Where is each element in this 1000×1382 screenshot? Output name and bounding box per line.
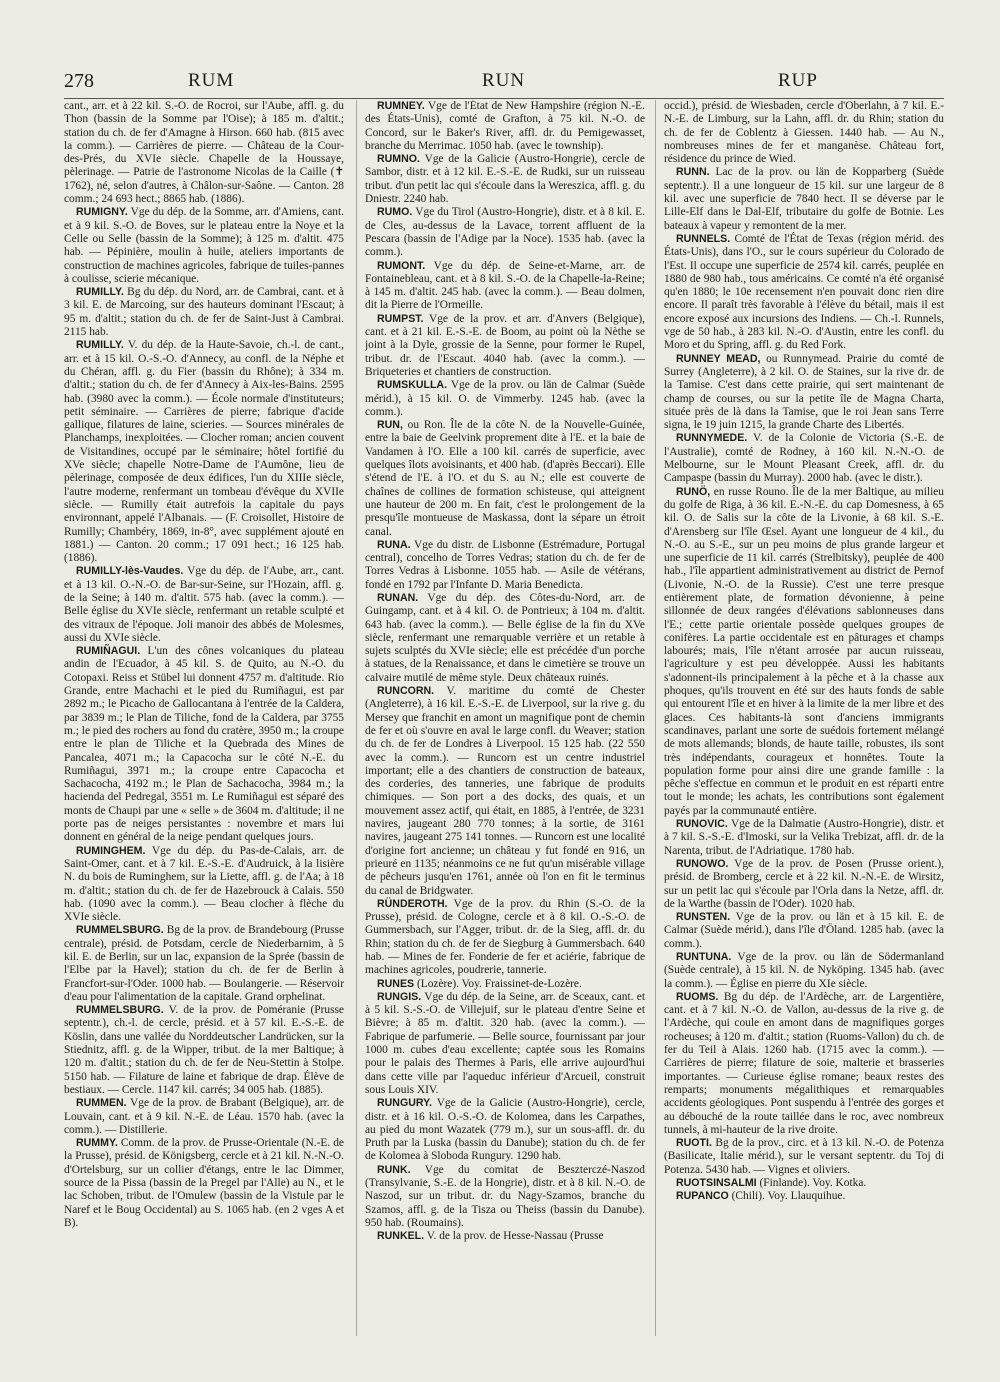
- entry-headword: RUOTSINSALMI: [676, 1177, 757, 1190]
- entry-headword: RUMNO.: [377, 153, 420, 166]
- dictionary-entry: [664, 1137, 944, 1177]
- entry-text: Vge du dép. des Côtes-du-Nord, arr. de Guingamp, cant. et à 4 kil. O. de Pontrieux; à 104 m. d'altit. 643 hab. (avec la comm.). — Belle église de la fin du XVe siècle, renfermant une remarquable verrière et un retable à sujets sculptés du XVIe siècle; elle est précédée d'un porche à statues, de la Renaissance, et dans le cimetière se trouve un calvaire mutilé de même style. Deux châteaux ruinés.: [365, 591, 645, 684]
- entry-text: V. du dép. de la Haute-Savoie, ch.-l. de cant., arr. et à 15 kil. O.-S.-O. d'Annecy, au confl. de la Néphe et du Chéran, affl. g. du Fier (bassin du Rhône); à 334 m. d'altit.; station du ch. de fer d'Annecy à Aix-les-Bains. 2595 hab. (3980 avec la comm.). — École normale d'instituteurs; petit séminaire. — Carrières de pierre; fabrique d'acide gallique, filatures de laine, scieries. — Sources minérales de Planchamps, inexploitées. — Clocher roman; ancien couvent de Visitandines, occupé par le séminaire; hôtel fortifié du XVe siècle; chapelle Notre-Dame de l'Aumône, lieu de pèlerinage, composée de deux édifices, l'un du XIIIe siècle, l'autre moderne, renfermant un tombeau d'évêque du XVIIe siècle. — Rumilly était autrefois la capitale du pays environnant, appelé l'Albanais. — (F. Croisollet, Histoire de Rumilly; Chambéry, 1869, in-8°, avec supplément ajouté en 1881.) — Canton. 20 comm.; 17 091 hect.; 16 125 hab. (1886).: [64, 339, 344, 565]
- entry-headword: RÜNDEROTH.: [377, 897, 448, 910]
- dictionary-entry: [64, 1137, 344, 1230]
- entry-text: ou Ron. Île de la côte N. de la Nouvelle-Guinée, entre la baie de Geelvink proprement dite à l'E. et la baie de Vandamen à l'O. Elle a 100 kil. carrés de superficie, avec quelques îlots avoisinants, et 400 hab. (d'après Beccari). Elle s'étend de l'E. à l'O. et du S. au N.; elle est couverte de chaînes de collines de formation schisteuse, qui atteignent une hauteur de 200 m. En fait, c'est le prolongement de la presqu'île montueuse de Maskassa, dont la sépare un étroit canal.: [365, 419, 645, 538]
- entry-headword: RUMNEY.: [377, 100, 425, 112]
- entry-text: Bg de la prov., circ. et à 13 kil. N.-O. de Potenza (Basilicate, Italie mérid.), sur le versant septentr. du Toj di Potenza. 5430 hab. — Vignes et oliviers.: [664, 1137, 944, 1176]
- header-rule: [64, 98, 944, 99]
- entry-headword: RUNN.: [676, 166, 710, 179]
- entry-headword: RUMILLY.: [76, 286, 124, 299]
- entry-text: en russe Rouno. Île de la mer Baltique, au milieu du golfe de Riga, à 36 kil. E.-N.-E. du cap Domesness, à 65 kil. O. de Salis sur la côte de la Livonie, à 68 kil. S.-E. d'Arensberg sur l'île Œsel. Ayant une longueur de 4 kil., du N.-O. au S.-E., sur un peu moins de plus grande largeur et une superficie de 11 kil. carrés (Strelbitsky), peuplée de 400 hab., l'île appartient administrativement au district de Pernof (Livonie, N.-O. de la Russie). C'est une terre presque entièrement plate, de formation dévonienne, à peine sillonnée de deux rangées d'élévations sablonneuses dans l'E.; cette partie orientale possède quelques groupes de conifères. La partie occidentale est en pâturages et champs labourés; mais, l'île n'étant arrosée par aucun ruisseau, l'agriculture y est peu développée. Aussi les habitants s'adonnent-ils principalement à la pêche et à la chasse aux phoques, qu'ils trouvent en été sur des hauts fonds de sable qui entourent l'île et en hiver à la limite de la mer libre et des glaces. Ces habitants-là sont d'anciens immigrants scandinaves, parlant une sorte de suédois fortement mélangé de mots allemands; blonds, de haute taille, robustes, ils sont très indépendants, courageux et honnêtes. Toute la population forme pour ainsi dire une grande famille : la pêche s'effectue en commun et le produit en est réparti entre tout le monde; les achats, les contributions sont également payés par la communauté entière.: [664, 485, 944, 817]
- entry-text: Vge du dép. de Seine-et-Marne, arr. de Fontainebleau, cant. et à 8 kil. S.-O. de la Chapelle-la-Reine; à 145 m. d'altit. 245 hab. (avec la comm.). — Beau dolmen, dit la Pierre de l'Ormeille.: [365, 259, 645, 312]
- column-divider: [655, 100, 656, 1336]
- entry-text: Vge de la prov. ou län de Södermanland (Suède centrale), à 15 kil. N. de Nyköping. 1345 hab. (avec la comm.). — Église en pierre du XIe siècle.: [664, 951, 944, 990]
- entry-text: Vge de la Galicie (Austro-Hongrie), cercle, distr. et à 16 kil. O.-S.-O. de Kolomea, dans les Carpathes, au pied du mont Wazatek (779 m.), sur un sous-affl. dr. du Pruth par la Luska (bassin du Danube); station du ch. de fer de Kolomea à Sloboda Rungury. 1290 hab.: [365, 1097, 645, 1163]
- dictionary-entry: [365, 1097, 645, 1163]
- dictionary-entry: [664, 233, 944, 353]
- dictionary-entry: [64, 286, 344, 339]
- entry-text: Vge de la prov. de Posen (Prusse orient.), présid. de Bromberg, cercle et à 22 kil. N.-N.-E. de Wirsitz, sur un petit lac qui s'écoule par l'Orla dans la Netze, affl. dr. de la Warthe (bassin de l'Oder). 1020 hab.: [664, 857, 944, 910]
- entry-text: Vge du dép. de la Seine, arr. de Sceaux, cant. et à 5 kil. S.-S.-O. de Villejuif, sur le plateau d'entre Seine et Bièvre; à 85 m. d'altit. 320 hab. (avec la comm.). — Fabrique de parfumerie. — Belle source, fournissant par jour 1000 m. cubes d'eau excellente; captée sous les Romains pour le palais des Thermes à Paris, elle arrive aujourd'hui dans cette ville par l'aqueduc inférieur d'Arcueil, construit sous Louis XIV.: [365, 990, 645, 1096]
- dictionary-entry: [664, 166, 944, 232]
- entry-text: Comm. de la prov. de Prusse-Orientale (N.-E. de la Prusse), présid. de Königsberg, cercle et à 21 kil. N.-N.-O. d'Ortelsburg, sur un collier d'étangs, entre le lac Dimmer, source de la Pissa (bassin de la Pregel par l'Alle) au N., et le lac Schoben, tribut. de l'Omulew (bassin de la Vistule par le Naref et le Boug Occidental) au S. 1065 hab. (en 2 vges A et B).: [64, 1137, 344, 1229]
- entry-text: Vge du dép. de la Somme, arr. d'Amiens, cant. et à 9 kil. S.-O. de Boves, sur le plateau entre la Noye et la Celle ou Selle (bassin de la Somme); à 125 m. d'altit. 475 hab. — Pépinière, moulin à huile, ateliers importants de construction de machines agricoles, fabrique de tuiles-pannes à coulisse, scierie mécanique.: [64, 206, 344, 285]
- dictionary-entry: [664, 353, 944, 433]
- entry-headword: RUMMELSBURG.: [76, 1004, 164, 1017]
- entry-headword: RUMILLY.: [76, 339, 124, 352]
- entry-text: Lac de la prov. ou län de Kopparberg (Suède septentr.). Il a une longueur de 15 kil. sur une largeur de 8 kil. avec une superficie de 7840 hect. Il se déverse par le Lille-Elf dans le Dal-Elf, tributaire du golfe de Botnie. Les bateaux à vapeur y remontent de la mer.: [664, 166, 944, 232]
- entry-text: (Chili). Voy. Llauquihue.: [731, 1190, 846, 1203]
- page-number: 278: [64, 70, 94, 92]
- dictionary-entry: [664, 486, 944, 818]
- entry-headword: RUN,: [377, 419, 403, 432]
- entry-text: Bg de la prov. de Brandebourg (Prusse centrale), présid. de Potsdam, cercle de Niederbarnim, à 5 kil. E. de Berlin, sur un lac, expansion de la Sprée (bassin de l'Elbe par la Havel); station du ch. de fer de Berlin à Francfort-sur-l'Oder. 1000 hab. — Boulangerie. — Réservoir d'eau pour l'alimentation de la capitale. Grand orphelinat.: [64, 924, 344, 1003]
- dictionary-entry: [664, 1190, 944, 1203]
- entry-headword: RUNÖ,: [676, 485, 711, 498]
- entry-headword: RUNOWO.: [676, 857, 729, 870]
- entry-text: Vge du Tirol (Austro-Hongrie), distr. et à 8 kil. E. de Cles, au-dessus de la Lavace, torrent affluent de la Pescara (bassin de l'Adige par la Noce). 1535 hab. (avec la comm.).: [365, 206, 645, 259]
- entry-text: occid.), présid. de Wiesbaden, cercle d'Oberlahn, à 7 kil. E.-N.-E. de Limburg, sur la Lahn, affl. dr. du Rhin; station du ch. de fer de Coblentz à Giessen. 1440 hab. — Au N., nombreuses mines de fer et manganèse. Château fort, résidence du prince de Wied.: [664, 100, 944, 166]
- entry-text: V. maritime du comté de Chester (Angleterre), à 16 kil. E.-S.-E. de Liverpool, sur la rive g. du Mersey que franchit en amont un magnifique pont de chemin de fer et où s'ouvre en aval le large confl. du Weaver; station du ch. de fer de Londres à Liverpool. 15 125 hab. (22 550 avec la comm.). — Runcorn est un centre industriel important; elle a des chantiers de construction de bateaux, des corderies, des tanneries, une fabrique de produits chimiques. — Son port a des docks, des quais, et un mouvement assez actif, qui était, en 1885, à l'entrée, de 3231 navires, jaugeant 280 770 tonnes; à la sortie, de 3161 navires, jaugeant 275 141 tonnes. — Runcorn est une localité d'origine fort ancienne; un château y fut fondé en 916, un prieuré en 1135; néanmoins ce ne fut qu'un misérable village de pêcheurs jusqu'en 1761, année où l'on en fit le terminus du canal de Bridgwater.: [365, 685, 645, 897]
- dictionary-entry: [365, 978, 645, 991]
- column-right: [664, 100, 944, 1336]
- entry-text: Vge de la prov. de Brabant (Belgique), arr. de Louvain, cant. et à 9 kil. N.-E. de Léau. 1570 hab. (avec la comm.). — Distillerie.: [64, 1097, 344, 1136]
- dictionary-entry: [365, 313, 645, 379]
- dictionary-entry: [64, 845, 344, 925]
- entry-headword: RUMO.: [377, 206, 413, 219]
- entry-text: Vge de la prov. du Rhin (S.-O. de la Prusse), présid. de Cologne, cercle et à 8 kil. O.-S.-O. de Gummersbach, sur l'Agger, tribut. dr. de la Sieg, affl. dr. du Rhin; station du ch. de fer de Siegburg à Gummersbach. 640 hab. — Mines de fer. Fonderie de fer et aciérie, fabrique de machines agricoles, poudrerie, tannerie.: [365, 897, 645, 977]
- dictionary-entry: [365, 685, 645, 898]
- dictionary-entry: [64, 565, 344, 645]
- column-left: [64, 100, 344, 1336]
- dictionary-entry: [664, 1177, 944, 1190]
- dictionary-entry: [64, 339, 344, 565]
- entry-text: V. de la prov. de Poméranie (Prusse septentr.), ch.-l. de cercle, présid. et à 57 kil. E.-S.-E. de Köslin, dans une vallée du Norddeutscher Landrücken, sur la Stiednitz, affl. g. de la Wipper, tribut. de la mer Baltique; à 120 m. d'altit.; station du ch. de fer de Neu-Stettin à Stolpe. 5150 hab. — Filature de laine et fabrique de drap. Élève de bestiaux. — Cercle. 1147 kil. carrés; 34 005 hab. (1885).: [64, 1004, 344, 1096]
- entry-headword: RUMINGHEM.: [76, 844, 146, 857]
- dictionary-entry: [365, 1164, 645, 1230]
- entry-text: Vge de la prov. ou län de Calmar (Suède mérid.), à 15 kil. O. de Vimmerby. 1245 hab. (avec la comm.).: [365, 379, 645, 418]
- entry-headword: RUMIÑAGUI.: [76, 645, 141, 658]
- entry-text: Vge de la Dalmatie (Austro-Hongrie), distr. et à 7 kil. S.-S.-E. d'Imoski, sur la Velika Trebizat, affl. dr. de la Narenta, tribut. de l'Adriatique. 1780 hab.: [664, 818, 944, 857]
- entry-headword: RUPANCO: [676, 1190, 729, 1203]
- page-header: [64, 66, 944, 96]
- entry-headword: RUMONT.: [377, 259, 426, 272]
- entry-headword: RUNNEY MEAD,: [676, 352, 761, 365]
- entry-headword: RUOTI.: [676, 1137, 712, 1150]
- entry-headword: RUMPST.: [377, 312, 424, 325]
- entry-headword: RUNA.: [377, 538, 411, 551]
- entry-text: Vge de la prov. ou län et à 15 kil. E. de Calmar (Suède mérid.), dans l'île d'Öland. 1285 hab. (avec la comm.).: [664, 911, 944, 950]
- column-middle: [365, 100, 645, 1336]
- entry-headword: RUNGURY.: [377, 1097, 432, 1110]
- dictionary-entry: [664, 818, 944, 858]
- dictionary-entry: [64, 206, 344, 286]
- entry-headword: RUMSKULLA.: [377, 379, 448, 392]
- entry-text: V. de la Colonie de Victoria (S.-E. de l'Australie), comté de Rodney, à 160 kil. N.-N.-O. de Melbourne, sur le Mount Pleasant Creek, affl. dr. du Campaspe (bassin du Murray). 2000 hab. (avec le distr.).: [664, 432, 944, 485]
- dictionary-entry: [64, 645, 344, 844]
- dictionary-entry: [664, 432, 944, 485]
- dictionary-entry: [365, 539, 645, 592]
- dictionary-entry: [664, 991, 944, 1137]
- entry-text: (Lozère). Voy. Fraissinet-de-Lozère.: [416, 977, 582, 990]
- entry-text: Bg du dép. de l'Ardèche, arr. de Largentière, cant. et à 7 kil. N.-O. de Vallon, au-dessus de la rive g. de l'Ardèche, qui coule en amont dans de magnifiques gorges rocheuses; à 120 m. d'altit.; station (Ruoms-Vallon) du ch. de fer du Teil à Alais. 1260 hab. (1715 avec la comm.). — Carrières de pierre; filature de soie, malterie et brasseries importantes. — Curieuse église romane; beaux restes des remparts; monuments mégalithiques et remarquables accidents géologiques. Pont suspendu à l'entrée des gorges et au débouché de la route taillée dans le roc, avec nombreux tunnels, à mi-hauteur de la rive droite.: [664, 990, 944, 1136]
- dictionary-entry: [64, 1097, 344, 1137]
- running-head-left: RUM: [188, 70, 235, 91]
- entry-headword: RUNES: [377, 977, 415, 990]
- entry-text: Vge du comitat de Beszterczé-Naszod (Transylvanie, S.-E. de la Hongrie), distr. et à 8 kil. N.-O. de Naszod, sur un tribut. dr. du Nagy-Szamos, branche du Szamos, affl. g. de la Tisza ou Theiss (bassin du Danube). 950 hab. (Roumains).: [365, 1163, 645, 1229]
- entry-text: Comté de l'État de Texas (région mérid. des États-Unis), dans l'O., sur le cours supérieur du Colorado de l'Est. Il occupe une superficie de 2574 kil. carrés, peuplée en 1880 de 980 hab., tous américains. Ce comté n'a été organisé qu'en 1880; le 10e recensement n'en pouvait donc rien dire encore. Il paraît très favorable à l'élève du bétail, mais il est encore exposé aux incursions des Indiens. — Ch.-l. Runnels, vge de 50 hab., à 283 kil. N.-O. d'Austin, entre les confl. du Moro et du Spring, affl. g. du Red Fork.: [664, 232, 944, 352]
- dictionary-entry: [64, 1004, 344, 1097]
- entry-text: cant., arr. et à 22 kil. S.-O. de Rocroi, sur l'Aube, affl. g. du Thon (bassin de la Somme par l'Oise); à 185 m. d'altit.; station du ch. de fer d'Amagne à Hirson. 660 hab. (815 avec la comm.). — Carrières de pierre. — Château de la Cour-des-Prés, du XVIe siècle. Chapelle de la Houssaye, pèlerinage. — Patrie de l'astronome Nicolas de la Caille (✝ 1762), né, selon d'autres, à Châlon-sur-Saône. — Canton. 28 comm.; 24 693 hect.; 8865 hab. (1886).: [64, 100, 344, 206]
- running-head-center: RUN: [482, 70, 526, 91]
- entry-headword: RUMILLY-lès-Vaudes.: [76, 565, 184, 578]
- entry-headword: RUNAN.: [377, 591, 419, 604]
- entry-text: Bg du dép. du Nord, arr. de Cambrai, cant. et à 3 kil. E. de Marcoing, sur des hauteurs dominant l'Escaut; à 95 m. d'altit.; station du ch. de fer de Saint-Just à Cambrai. 2115 hab.: [64, 286, 344, 339]
- entry-headword: RUNKEL.: [377, 1230, 425, 1243]
- dictionary-entry: [365, 153, 645, 206]
- entry-headword: RUNNYMEDE.: [676, 432, 748, 445]
- dictionary-entry: [64, 100, 344, 206]
- dictionary-entry: [365, 592, 645, 685]
- dictionary-entry: [64, 924, 344, 1004]
- entry-text: ou Runnymead. Prairie du comté de Surrey (Angleterre), à 2 kil. O. de Staines, sur la rive dr. de la Tamise. C'est dans cette prairie, qui sert maintenant de champ de courses, ou sur la petite île de Magna Charta, située près de là dans la Tamise, que le roi Jean sans Terre signa, le 19 juin 1215, la grande Charte des Libertés.: [664, 352, 944, 432]
- dictionary-entry: [664, 951, 944, 991]
- dictionary-entry: [664, 911, 944, 951]
- column-divider: [356, 100, 357, 1336]
- entry-headword: RUNCORN.: [377, 685, 435, 698]
- entry-text: Vge du dép. du Pas-de-Calais, arr. de Saint-Omer, cant. et à 7 kil. E.-S.-E. d'Audruick, à la lisière N. du bois de Ruminghem, sur la Liette, affl. g. de l'Aa; à 18 m. d'altit.; station du ch. de fer de Hazebrouck à Calais. 550 hab. (1090 avec la comm.). — Beau clocher à flèche du XVIe siècle.: [64, 844, 344, 924]
- dictionary-entry: [365, 206, 645, 259]
- entry-headword: RUMIGNY.: [76, 206, 128, 219]
- dictionary-entry: [365, 419, 645, 539]
- entry-headword: RUNOVIC.: [676, 818, 728, 831]
- dictionary-entry: [664, 100, 944, 166]
- entry-headword: RUNGIS.: [377, 990, 422, 1003]
- entry-headword: RUMMEN.: [76, 1097, 127, 1110]
- entry-text: L'un des cônes volcaniques du plateau andin de l'Ecuador, à 45 kil. S. de Quito, au N.-O. du Cotopaxi. Reiss et Stübel lui donnent 4757 m. d'altitude. Rio Grande, entre Machachi et le pied du Rumiñagui, est par 2892 m.; le Picacho de Gallocantana à l'entrée de la Caldera, par 3839 m.; le Plan de Tiliche, fond de la Caldera, par 3755 m.; le pied des rochers au fond du cratère, 3950 m.; la croupe entre le plan de Tiliche et la Quebrada des Mines de Pancalea, 4071 m.; la Capacocha sur le côté N.-E. du Rumiñagui, 3971 m.; la croupe entre Capacocha et Sachacocha, 4192 m.; le Plan de Sachacocha, 3984 m.; la hacienda del Pedregal, 3551 m. Le Rumiñagui est séparé des monts de Chaupi par une « selle » de 3604 m. d'altitude; il ne porte pas de neiges persistantes : novembre et mars lui donnent en général de la neige pendant quelques jours.: [64, 645, 344, 844]
- dictionary-entry: [365, 379, 645, 419]
- dictionary-entry: [365, 991, 645, 1097]
- entry-headword: RUNSTEN.: [676, 911, 731, 924]
- entry-text: V. de la prov. de Hesse-Nassau (Prusse: [426, 1230, 604, 1243]
- entry-text: Vge du distr. de Lisbonne (Estrémadure, Portugal central), concelho de Torres Vedras; station du ch. de fer de Torres Vedras à Lisbonne. 1055 hab. — Asile de vétérans, fondé en 1792 par l'Infante D. Maria Benedicta.: [365, 538, 645, 591]
- entry-headword: RUNK.: [377, 1163, 411, 1176]
- entry-headword: RUMMELSBURG.: [76, 924, 164, 937]
- entry-text: Vge du dép. de l'Aube, arr., cant. et à 13 kil. O.-N.-O. de Bar-sur-Seine, sur l'Hozain, affl. g. de la Seine; à 140 m. d'altit. 575 hab. (avec la comm.). — Belle église du XVIe siècle, renfermant un retable sculpté et des vitraux de l'époque. Joli manoir des abbés de Molesmes, aussi du XVIe siècle.: [64, 565, 344, 644]
- entry-text: Vge de la Galicie (Austro-Hongrie), cercle de Sambor, distr. et à 12 kil. E.-S.-E. de Rudki, sur un ruisseau tribut. d'un petit lac qui s'écoule dans la Wereszica, affl. g. du Dniestr. 2240 hab.: [365, 153, 645, 206]
- entry-headword: RUNNELS.: [676, 232, 731, 245]
- entry-headword: RUMMY.: [76, 1137, 118, 1150]
- running-head-right: RUP: [778, 70, 818, 91]
- dictionary-entry: [365, 898, 645, 978]
- dictionary-entry: [365, 1230, 645, 1243]
- entry-text: (Finlande). Voy. Kotka.: [759, 1177, 867, 1190]
- dictionary-entry: [365, 100, 645, 153]
- entry-headword: RUOMS.: [676, 990, 719, 1003]
- dictionary-entry: [365, 260, 645, 313]
- entry-headword: RUNTUNA.: [676, 951, 732, 963]
- dictionary-entry: [664, 858, 944, 911]
- entry-text: Vge de la prov. et arr. d'Anvers (Belgique), cant. et à 21 kil. E.-S.-E. de Boom, au point où la Nèthe se joint à la Dyle, grossie de la Senne, pour former le Rupel, tribut. dr. de l'Escaut. 4040 hab. (avec la comm.). — Briqueteries et chantiers de construction.: [365, 312, 645, 378]
- entry-text: Vge de l'État de New Hampshire (région N.-E. des États-Unis), comté de Grafton, à 75 kil. N.-O. de Concord, sur le Baker's River, affl. dr. du Pemigewasset, branche du Merrimac. 1050 hab. (avec le township).: [365, 100, 645, 152]
